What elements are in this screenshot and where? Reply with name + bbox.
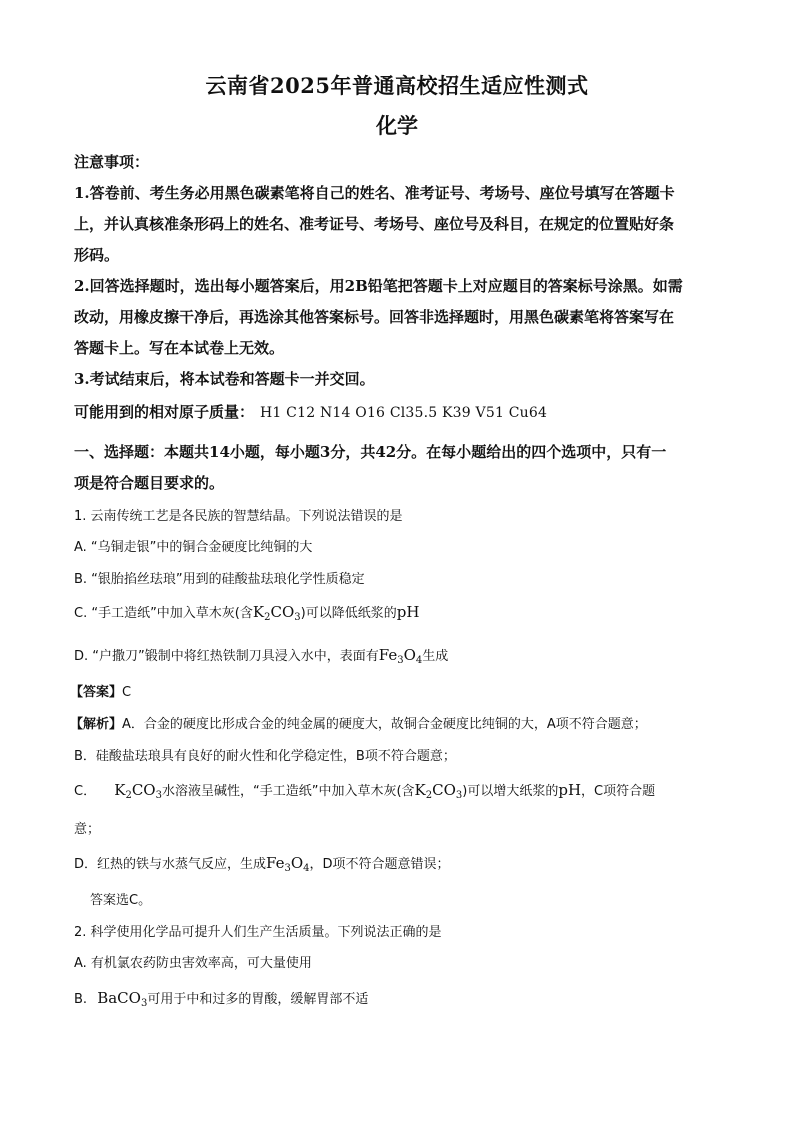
k2co3-formula: $K_2CO_3$ <box>414 781 463 801</box>
q2-stem: 2. 科学使用化学品可提升人们生产生活质量。下列说法正确的是 <box>74 925 442 940</box>
section-1-line-2: 项是符合题目要求的。 <box>74 474 225 492</box>
fe3o4-formula: $Fe_3O_4$ <box>266 854 310 874</box>
answer-value: C <box>122 685 132 700</box>
q1-answer <box>70 681 720 700</box>
notes-heading: 注意事项： <box>74 153 150 171</box>
ph-symbol: pH <box>396 603 420 621</box>
fe3o4-formula: $Fe_3O_4$ <box>378 646 423 666</box>
answer-label: 【答案】 <box>70 685 123 700</box>
note-2-line-3: 答题卡上。写在本试卷上无效。 <box>74 339 285 357</box>
q1-option-c-text-1: C. “手工造纸”中加入草木灰(含 <box>74 606 253 621</box>
analysis-label: 【解析】 <box>70 717 123 732</box>
subject-title: 化学 <box>376 113 418 138</box>
ph-symbol: pH <box>558 781 582 799</box>
q1-stem: 1. 云南传统工艺是各民族的智慧结晶。下列说法错误的是 <box>74 509 403 524</box>
section-1-line-1: 一、选择题：本题共14小题，每小题3分，共42分。在每小题给出的四个选项中，只有一 <box>74 443 667 461</box>
k2co3-formula: $K_2CO_3$ <box>114 781 162 801</box>
note-3: 3.考试结束后，将本试卷和答题卡一并交回。 <box>74 370 375 388</box>
note-1-line-2: 上，并认真核准条形码上的姓名、准考证号、考场号、座位号及科目，在规定的位置贴好条 <box>74 215 675 233</box>
note-1-line-1: 1.答卷前、考生务必用黑色碳素笔将自己的姓名、准考证号、考场号、座位号填写在答题卡 <box>74 184 675 202</box>
q1-option-d <box>74 645 724 666</box>
q1-analysis-a: 【解析】A．合金的硬度比形成合金的纯金属的硬度大，故铜合金硬度比纯铜的大，A项不符合题意； <box>70 717 647 732</box>
q1-analysis-c: C． $K_2CO_3$水溶液呈碱性，“手工造纸”中加入草木灰(含$K_2CO_3$)可以增大纸浆的pH，C项符合题 <box>74 781 656 801</box>
q1-analysis-c-cont: 意； <box>74 822 101 837</box>
q1-option-a: A. “乌铜走银”中的铜合金硬度比纯铜的大 <box>74 540 313 555</box>
exam-title: 云南省2025年普通高校招生适应性测式 <box>205 73 589 98</box>
atomic-mass-values: H1 C12 N14 O16 Cl35.5 K39 V51 Cu64 <box>260 405 548 421</box>
q1-option-d-text-1: D. “户撒刀”锻制中将红热铁制刀具浸入水中，表面有 <box>74 649 379 664</box>
atomic-mass-label: 可能用到的相对原子质量： <box>74 403 255 421</box>
q1-option-b: B. “银胎掐丝珐琅”用到的硅酸盐珐琅化学性质稳定 <box>74 572 365 587</box>
k2co3-formula: $K_2CO_3$ <box>252 603 301 623</box>
note-2-line-1: 2.回答选择题时，选出每小题答案后，用2B铅笔把答题卡上对应题目的答案标号涂黑。如需 <box>74 277 683 295</box>
atomic-mass-line <box>74 401 724 422</box>
q1-analysis-d: D．红热的铁与水蒸气反应，生成$Fe_3O_4$，D项不符合题意错误； <box>74 854 450 874</box>
q1-option-c <box>74 602 724 623</box>
baco3-formula: BaCO$_3$ <box>97 989 148 1009</box>
q2-option-a: A. 有机氯农药防虫害效率高，可大量使用 <box>74 956 312 971</box>
q1-analysis-b: B．硅酸盐珐琅具有良好的耐火性和化学稳定性，B项不符合题意； <box>74 749 456 764</box>
note-1-line-3: 形码。 <box>74 246 120 264</box>
note-2-line-2: 改动，用橡皮擦干净后，再选涂其他答案标号。回答非选择题时，用黑色碳素笔将答案写在 <box>74 308 675 326</box>
q1-option-d-text-2: 生成 <box>422 649 449 664</box>
q2-option-b: B. BaCO$_3$可用于中和过多的胃酸，缓解胃部不适 <box>74 989 369 1009</box>
q1-option-c-text-2: )可以降低纸浆的 <box>300 606 397 621</box>
q1-conclusion: 答案选C。 <box>90 893 152 908</box>
